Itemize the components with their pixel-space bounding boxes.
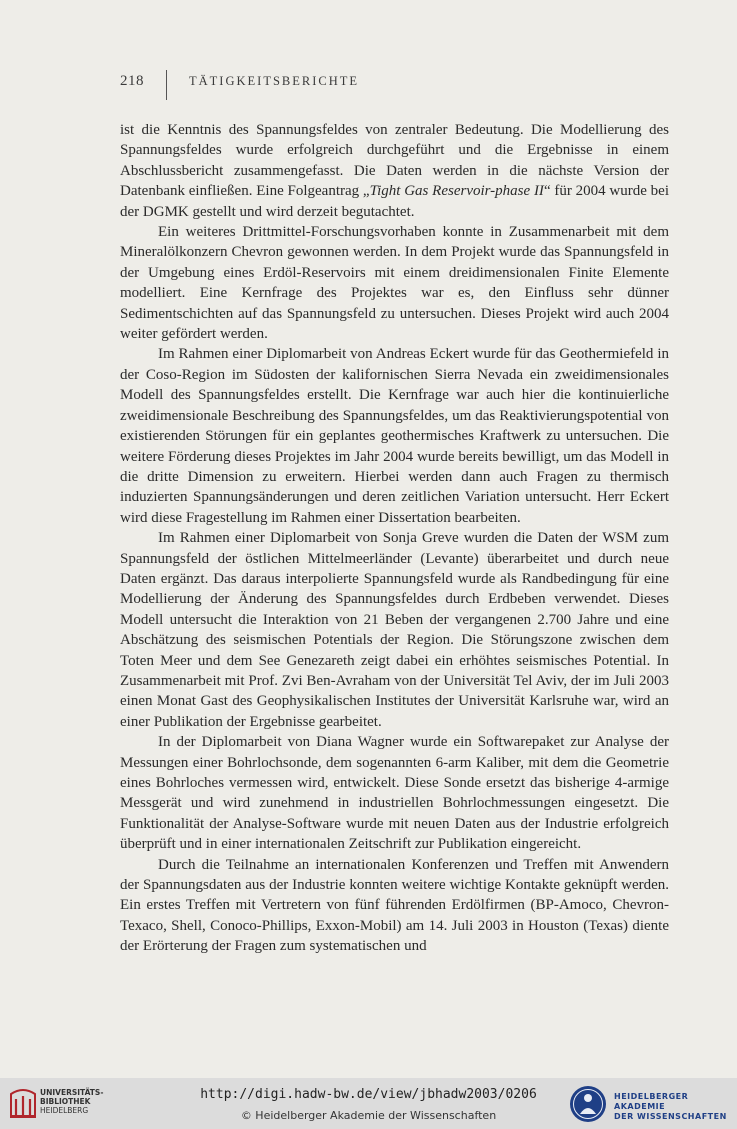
- academy-name[interactable]: HEIDELBERGER AKADEMIE DER WISSENSCHAFTEN: [614, 1092, 727, 1121]
- header-divider: [166, 70, 167, 100]
- body-text: [120, 120, 669, 957]
- copyright-notice: © Heidelberger Akademie der Wissenschaften: [240, 1109, 497, 1122]
- paragraph: Im Rahmen einer Diplomarbeit von Andreas Eckert wurde für das Geothermiefeld in der Coso-Region im Südosten der kalifornischen Sierra Nevada ein zweidimensionales Modell des Spannungsfeldes erstellt. Die Kernfrage war auch hier die kontinuierliche zweidimensionale Beschreibung des Spannungsfeldes, um das Reaktivierungspotential von existierenden Störungen für ein geplantes geothermisches Kraftwerk zu untersuchen. Die weitere Förderung dieses Projektes im Jahr 2004 wurde bereits bewilligt, um das Modell in die dritte Dimension zu erweitern. Hierbei werden dann auch Fragen zu thermisch induzierten Spannungsänderungen und deren zeitlichen Variation untersucht. Herr Eckert wird diese Fragestellung im Rahmen einer Dissertation bearbeiten.: [120, 346, 669, 526]
- paragraph: In der Diplomarbeit von Diana Wagner wurde ein Softwarepaket zur Analyse der Messungen einer Bohrlochsonde, dem sogenannten 6-arm Kaliber, mit dem die Geometrie eines Bohrloches vermessen wird, entwickelt. Diese Sonde ersetzt das bisherige 4-armige Messgerät und wird zunehmend in industriellen Bohrlochmessungen eingesetzt. Die Funktionalität der Analyse-Software wurde mit neuen Daten aus der Industrie erfolgreich überprüft und in einer internationalen Zeitschrift zur Publikation eingereicht.: [120, 734, 669, 853]
- paragraph: Im Rahmen einer Diplomarbeit von Sonja Greve wurden die Daten der WSM zum Spannungsfeld der östlichen Mittelmeerländer (Levante) überarbeitet und durch neue Daten ergänzt. Das daraus interpolierte Spannungsfeld wurde als Randbedingung für eine Modellierung der Änderung des Spannungsfeldes durch Erdbeben verwendet. Dieses Modell untersucht die Interaktion von 21 Beben der vergangenen 2.700 Jahre und eine Abschätzung des seismischen Potentials der Region. Die Störungszone zwischen dem Toten Meer und dem See Genezareth zeigt dabei ein erhöhtes seismisches Potential. In Zusammenarbeit mit Prof. Zvi Ben-Avraham von der Universität Tel Aviv, der im Juli 2003 einen Monat Gast des Geophysikalischen Institutes der Universität Karlsruhe war, wird an einer Publikation der Ergebnisse gearbeitet.: [120, 530, 669, 730]
- project-title: Tight Gas Reservoir-phase II: [369, 183, 544, 200]
- academy-seal-icon[interactable]: [568, 1084, 608, 1124]
- paragraph: Durch die Teilnahme an internationalen Konferenzen und Treffen mit Anwendern der Spannungsdaten aus der Industrie konnten weitere wichtige Kontakte geknüpft werden. Ein erstes Treffen mit Vertretern von fünf führenden Erdölfirmen (BP-Amoco, Chevron-Texaco, Shell, Conoco-Phillips, Exxon-Mobil) am 14. Juli 2003 in Houston (Texas) diente der Erörterung der Fragen zum systematischen und: [120, 856, 669, 955]
- permalink-url[interactable]: http://digi.hadw-bw.de/view/jbhadw2003/0206: [200, 1087, 537, 1102]
- university-library-name[interactable]: UNIVERSITÄTS- BIBLIOTHEK HEIDELBERG: [40, 1088, 104, 1115]
- viewer-footer: [0, 1078, 737, 1129]
- running-header: [120, 70, 359, 92]
- running-title: TÄTIGKEITSBERICHTE: [189, 73, 360, 88]
- paragraph: ist die Kenntnis des Spannungsfeldes von zentraler Bedeutung. Die Modellierung des Spannungsfeldes wurde erfolgreich durchgeführt und die Ergebnisse in einem Abschlussbericht zusammengefasst. Die Daten werden in die nächste Version der Datenbank einfließen. Eine Folgeantrag „Tight Gas Reservoir-phase II“ für 2004 wurde bei der DGMK gestellt und wird derzeit begutachtet.: [120, 122, 669, 220]
- paragraph: Ein weiteres Drittmittel-Forschungsvorhaben konnte in Zusammenarbeit mit dem Mineralölkonzern Chevron gewonnen werden. In dem Projekt wurde das Spannungsfeld in der Umgebung eines Erdöl-Reservoirs mit einem dreidimensionalen Finite Elemente modelliert. Eine Kernfrage des Projektes war es, den Einfluss sehr dünner Sedimentschichten auf das Spannungsfeld zu untersuchen. Dieses Projekt wird auch 2004 weiter gefördert werden.: [120, 224, 669, 343]
- page-number: 218: [120, 72, 144, 89]
